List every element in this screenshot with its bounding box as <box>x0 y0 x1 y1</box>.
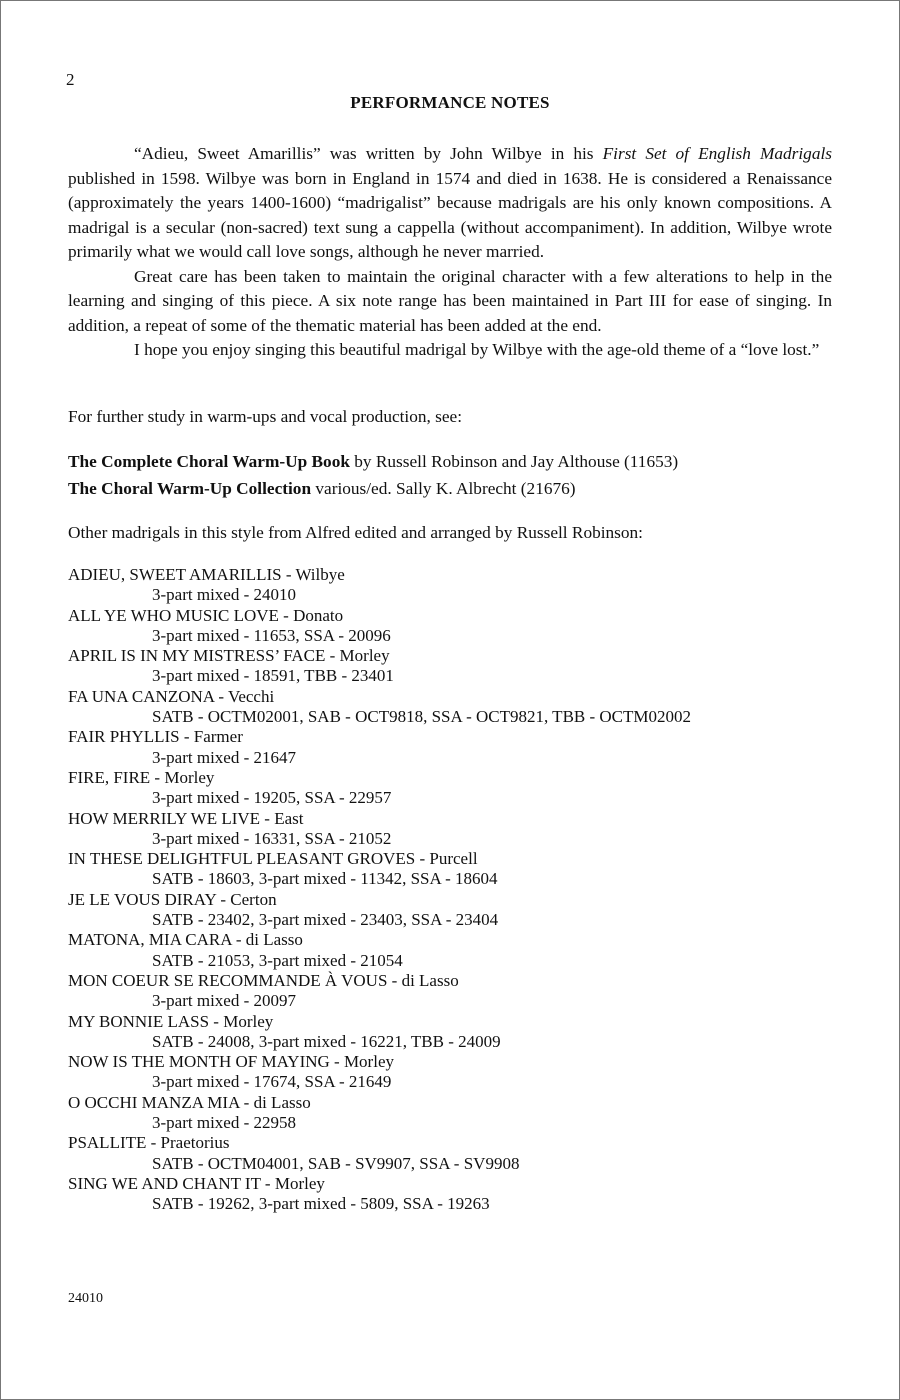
madrigal-item <box>68 727 691 768</box>
madrigal-list <box>68 565 691 1215</box>
madrigal-item <box>68 1012 691 1053</box>
madrigal-item <box>68 606 691 647</box>
madrigal-editions: 3-part mixed - 22958 <box>152 1113 296 1133</box>
madrigal-title: JE LE VOUS DIRAY - Certon <box>68 889 277 909</box>
madrigal-editions: SATB - 18603, 3-part mixed - 11342, SSA - 18604 <box>152 869 498 889</box>
page-number: 2 <box>66 70 75 89</box>
madrigal-item <box>68 971 691 1012</box>
book-title: The Complete Choral Warm-Up Book <box>68 452 350 471</box>
book-info: by Russell Robinson and Jay Althouse (11653) <box>349 452 679 471</box>
madrigal-editions: 3-part mixed - 20097 <box>152 991 296 1011</box>
madrigal-item <box>68 890 691 931</box>
book-reference-2 <box>68 479 576 499</box>
madrigal-title: MY BONNIE LASS - Morley <box>68 1011 274 1031</box>
notes-p1-rest: published in 1598. Wilbye was born in England in 1574 and died in 1638. He is considered a Renaissance (approximately the years 1400-1600) “madrigalist” because madrigals are his only known compositions. A madrigal is a secular (non-sacred) text sung a cappella (without accompaniment). In addition, Wilbye wrote primarily what we would call love songs, although he never married. <box>68 168 832 261</box>
madrigal-item <box>68 646 691 687</box>
book-reference-1 <box>68 452 678 472</box>
madrigal-item <box>68 687 691 728</box>
madrigal-editions: 3-part mixed - 21647 <box>152 747 296 767</box>
madrigal-editions: 3-part mixed - 18591, TBB - 23401 <box>152 666 394 686</box>
notes-paragraph-1 <box>68 142 832 265</box>
madrigal-title: FA UNA CANZONA - Vecchi <box>68 686 275 706</box>
madrigal-editions: SATB - OCTM02001, SAB - OCT9818, SSA - OCT9821, TBB - OCTM02002 <box>152 707 692 727</box>
madrigal-item <box>68 809 691 850</box>
madrigal-item <box>68 768 691 809</box>
madrigal-item <box>68 565 691 606</box>
madrigal-item <box>68 930 691 971</box>
page-title: PERFORMANCE NOTES <box>350 93 550 112</box>
madrigal-title: SING WE AND CHANT IT - Morley <box>68 1173 325 1193</box>
madrigal-item <box>68 1174 691 1215</box>
book-title: The Choral Warm-Up Collection <box>68 479 312 498</box>
madrigal-editions: SATB - 19262, 3-part mixed - 5809, SSA - 19263 <box>152 1194 490 1214</box>
madrigal-editions: SATB - 23402, 3-part mixed - 23403, SSA - 23404 <box>152 910 499 930</box>
madrigal-title: O OCCHI MANZA MIA - di Lasso <box>68 1092 311 1112</box>
madrigal-editions: SATB - OCTM04001, SAB - SV9907, SSA - SV9908 <box>152 1153 520 1173</box>
notes-paragraph-2: Great care has been taken to maintain the original character with a few alterations to help in the learning and singing of this piece. A six note range has been maintained in Part III for ease of singing. In addition, a repeat of some of the thematic material has been added at the end. <box>68 266 832 335</box>
madrigal-editions: SATB - 24008, 3-part mixed - 16221, TBB - 24009 <box>152 1031 501 1051</box>
book-title-italic: First Set of English Madrigals <box>602 144 832 163</box>
book-info: various/ed. Sally K. Albrecht (21676) <box>311 479 576 498</box>
madrigal-item <box>68 1093 691 1134</box>
madrigal-editions: 3-part mixed - 16331, SSA - 21052 <box>152 828 392 848</box>
performance-notes <box>68 142 832 363</box>
madrigal-editions: 3-part mixed - 11653, SSA - 20096 <box>152 625 391 645</box>
madrigal-title: IN THESE DELIGHTFUL PLEASANT GROVES - Purcell <box>68 849 478 869</box>
madrigal-editions: SATB - 21053, 3-part mixed - 21054 <box>152 950 403 970</box>
madrigal-title: ALL YE WHO MUSIC LOVE - Donato <box>68 605 344 625</box>
madrigal-editions: 3-part mixed - 19205, SSA - 22957 <box>152 788 392 808</box>
madrigal-editions: 3-part mixed - 24010 <box>152 585 296 605</box>
madrigal-title: HOW MERRILY WE LIVE - East <box>68 808 304 828</box>
madrigal-title: FAIR PHYLLIS - Farmer <box>68 727 243 747</box>
notes-p1-intro: “Adieu, Sweet Amarillis” was written by John Wilbye in his <box>134 144 603 163</box>
madrigal-title: ADIEU, SWEET AMARILLIS - Wilbye <box>68 565 345 584</box>
madrigal-title: FIRE, FIRE - Morley <box>68 767 215 787</box>
madrigal-title: NOW IS THE MONTH OF MAYING - Morley <box>68 1052 394 1072</box>
madrigal-item <box>68 1052 691 1093</box>
madrigal-title: MON COEUR SE RECOMMANDE À VOUS - di Lasso <box>68 970 459 990</box>
notes-paragraph-3: I hope you enjoy singing this beautiful madrigal by Wilbye with the age-old theme of a “love lost.” <box>134 340 820 359</box>
madrigal-title: MATONA, MIA CARA - di Lasso <box>68 930 303 950</box>
further-study-text: For further study in warm-ups and vocal production, see: <box>68 407 463 426</box>
madrigal-title: PSALLITE - Praetorius <box>68 1133 230 1153</box>
madrigal-editions: 3-part mixed - 17674, SSA - 21649 <box>152 1072 392 1092</box>
madrigal-item <box>68 1133 691 1174</box>
madrigal-item <box>68 849 691 890</box>
footer-catalog-number: 24010 <box>68 1291 103 1306</box>
madrigal-title: APRIL IS IN MY MISTRESS’ FACE - Morley <box>68 646 390 666</box>
other-madrigals-intro: Other madrigals in this style from Alfred edited and arranged by Russell Robinson: <box>68 523 643 542</box>
